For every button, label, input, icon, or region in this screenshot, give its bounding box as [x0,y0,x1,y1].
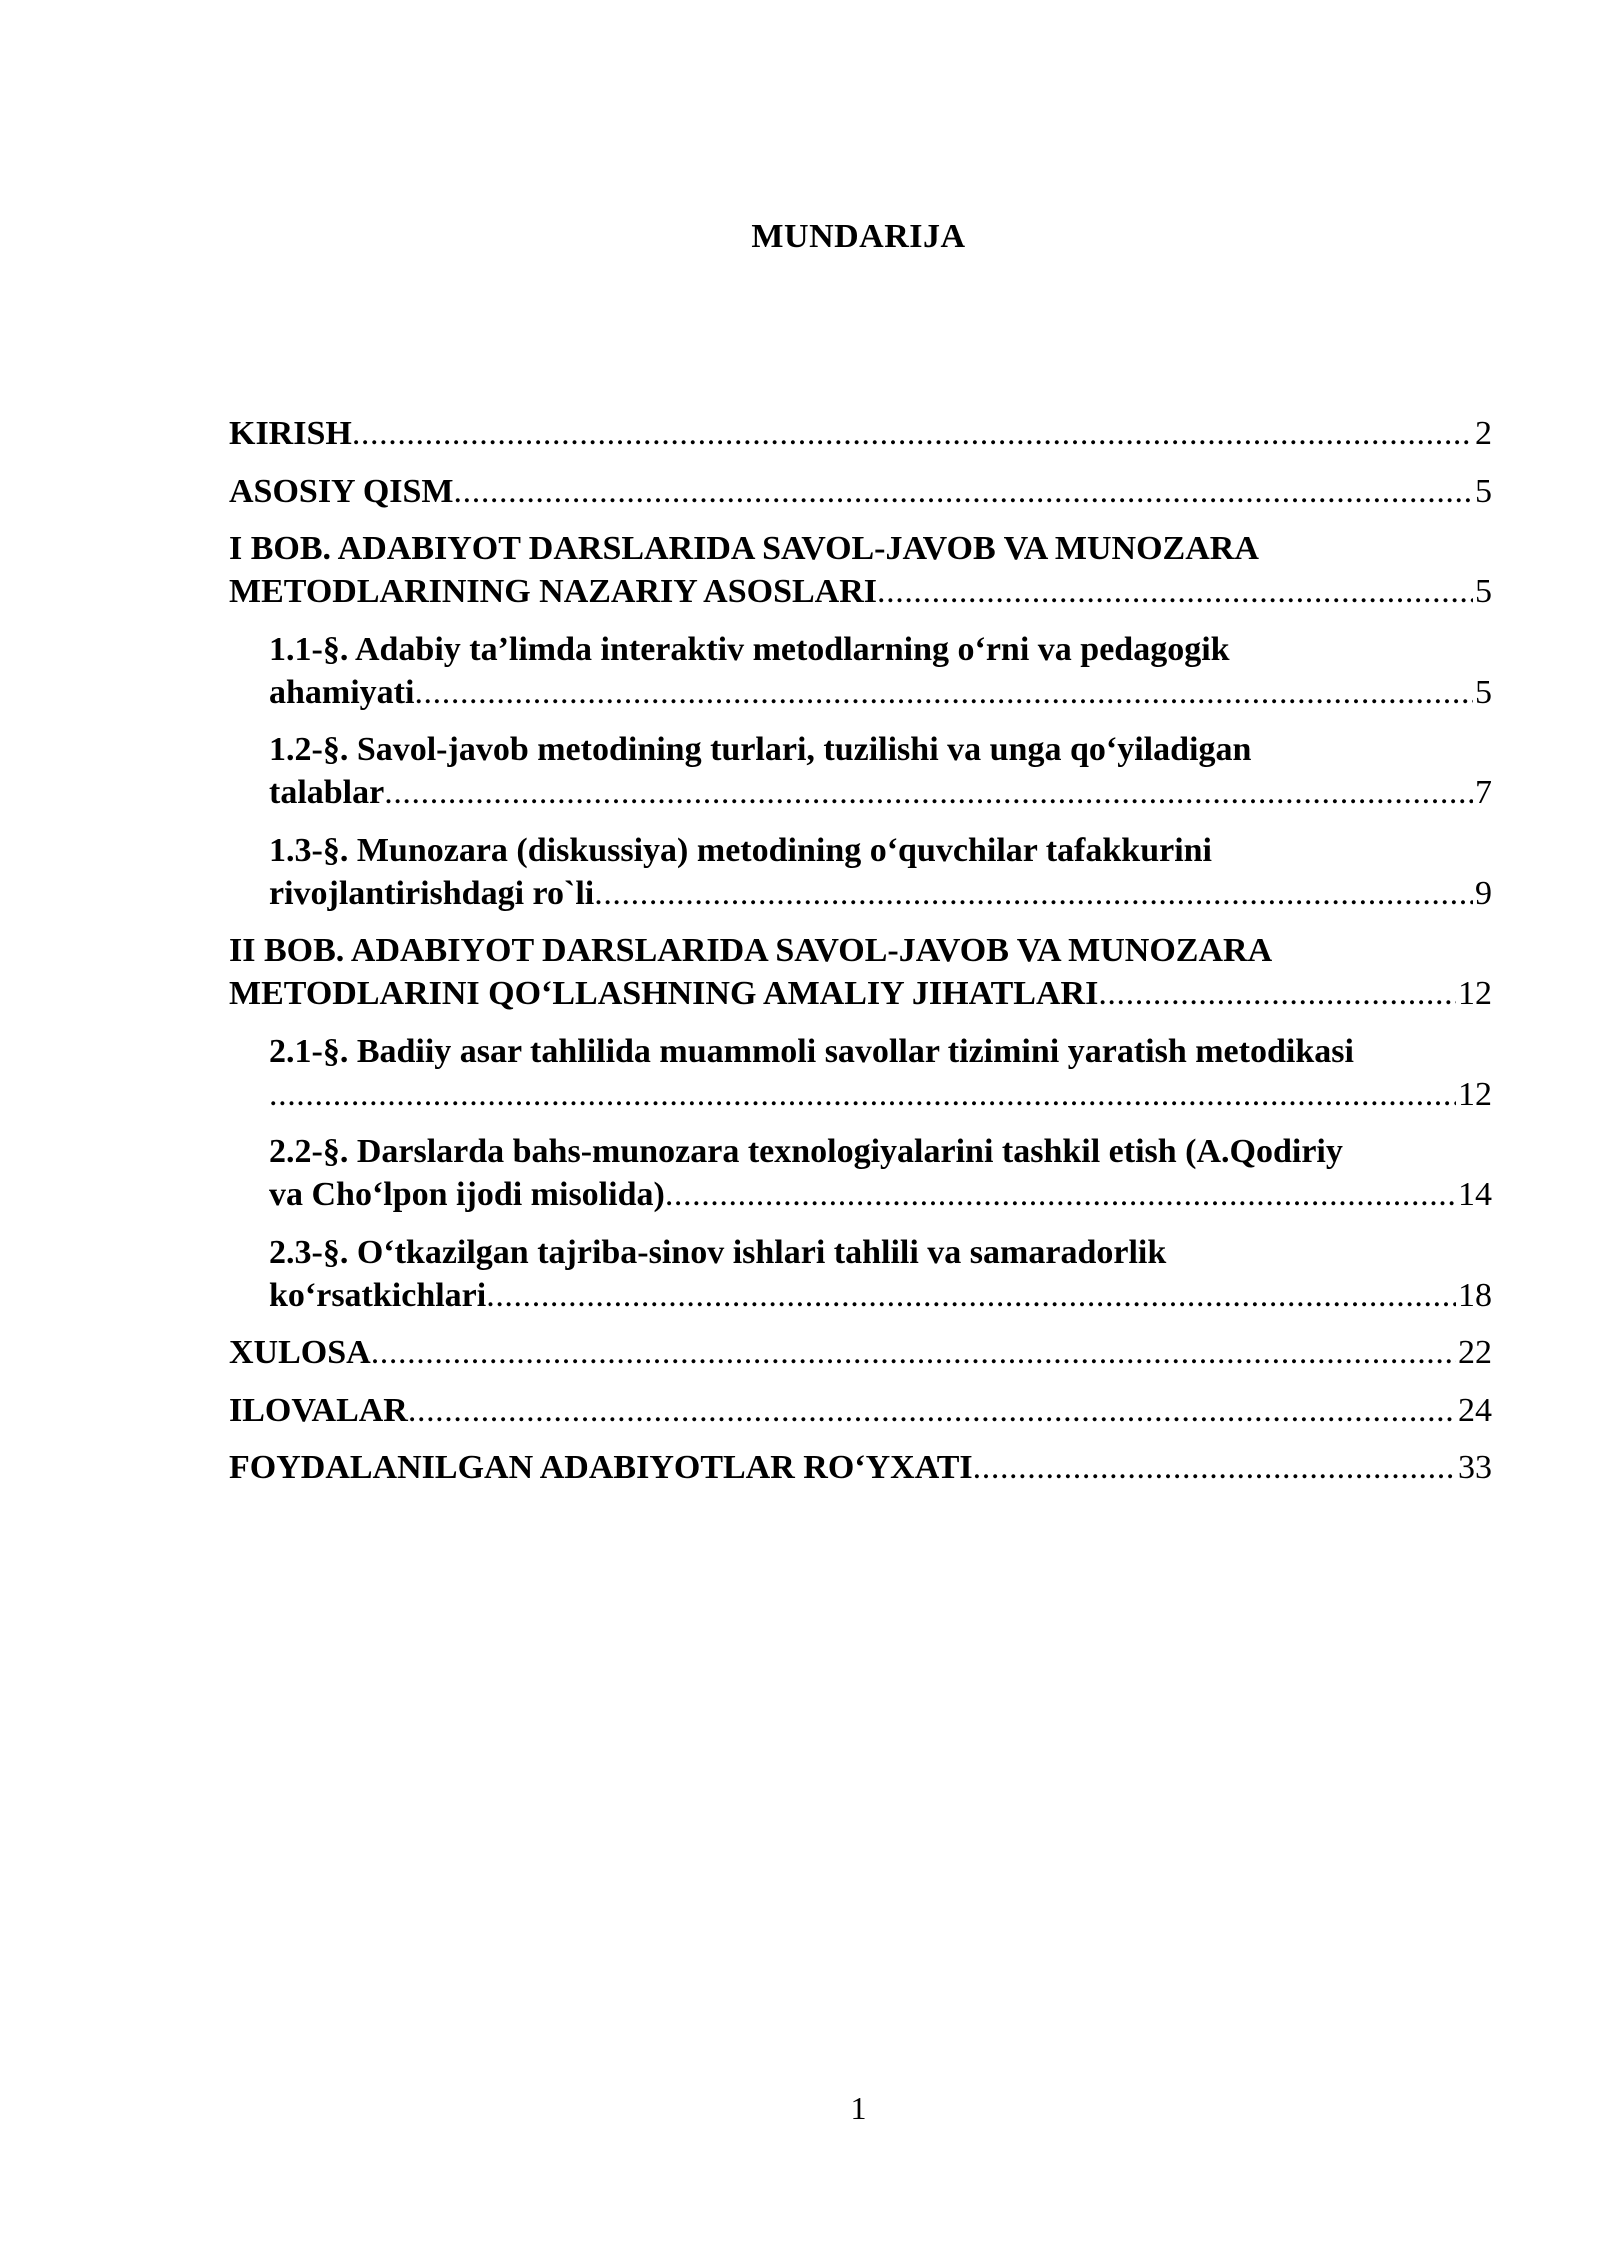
toc-entry-label: ILOVALAR [229,1391,408,1429]
toc-entry-line [229,1446,1492,1489]
toc-entry-page: 12 [1458,1075,1492,1113]
toc-entry-section-1-1[interactable] [229,628,1492,714]
toc-entry-line [229,470,1492,513]
toc-entry-label: XULOSA [229,1334,371,1371]
table-of-contents [229,412,1492,1504]
toc-entry-heading: 1.3-§. Munozara (diskussiya) metodining o‘quvchilar tafakkurini [269,831,1213,869]
toc-entry-line [229,412,1492,455]
toc-entry-label: KIRISH [229,415,352,452]
toc-entry-line [269,771,1492,814]
dot-leader [594,872,1473,915]
toc-entry-xulosa[interactable] [229,1331,1492,1374]
dot-leader [269,1073,1456,1116]
toc-entry-heading: II BOB. ADABIYOT DARSLARIDA SAVOL-JAVOB VA MUNOZARA [229,932,1273,969]
toc-entry-page: 5 [1475,673,1492,711]
dot-leader [665,1173,1456,1216]
toc-entry-line [269,1274,1492,1317]
toc-entry-page: 22 [1458,1334,1492,1371]
page-number: 1 [850,2090,867,2126]
toc-entry-line [269,1173,1492,1216]
toc-entry-label: ahamiyati [269,673,415,711]
toc-entry-page: 18 [1458,1276,1492,1314]
toc-entry-kirish[interactable] [229,412,1492,455]
toc-entry-line [229,1331,1492,1374]
toc-entry-asosiy-qism[interactable] [229,470,1492,513]
toc-entry-heading: I BOB. ADABIYOT DARSLARIDA SAVOL-JAVOB VA MUNOZARA [229,530,1259,567]
toc-entry-chapter-2[interactable] [229,929,1492,1015]
toc-entry-label: METODLARINING NAZARIY ASOSLARI [229,573,878,610]
toc-entry-section-2-3[interactable] [229,1231,1492,1317]
toc-entry-page: 33 [1458,1449,1492,1486]
toc-entry-label: METODLARINI QO‘LLASHNING AMALIY JIHATLARI [229,975,1099,1012]
toc-entry-heading: 1.2-§. Savol-javob metodining turlari, tuzilishi va unga qo‘yiladigan [269,731,1252,768]
dot-leader [1098,972,1456,1015]
toc-entry-references[interactable] [229,1446,1492,1489]
toc-entry-section-2-1[interactable] [229,1030,1492,1116]
toc-entry-section-2-2[interactable] [229,1130,1492,1216]
toc-entry-ilovalar[interactable] [229,1389,1492,1432]
toc-entry-page: 2 [1475,415,1492,452]
toc-entry-line [229,972,1492,1015]
toc-entry-label: ASOSIY QISM [229,472,454,510]
toc-entry-line [229,570,1492,613]
dot-leader [486,1274,1456,1317]
toc-entry-page: 12 [1458,975,1492,1012]
dot-leader [414,671,1473,714]
toc-entry-heading: 2.1-§. Badiiy asar tahlilida muammoli savollar tizimini yaratish metodikasi [269,1032,1354,1070]
toc-entry-label: ko‘rsatkichlari [269,1276,487,1314]
toc-entry-page: 5 [1475,472,1492,510]
toc-entry-line [269,1073,1492,1116]
toc-entry-label: talablar [269,774,385,811]
toc-entry-section-1-3[interactable] [229,829,1492,915]
toc-entry-label: rivojlantirishdagi ro`li [269,874,595,912]
toc-entry-chapter-1[interactable] [229,527,1492,613]
toc-entry-page: 9 [1475,874,1492,912]
toc-entry-line [229,1389,1492,1432]
toc-entry-page: 5 [1475,573,1492,610]
toc-entry-heading: 1.1-§. Adabiy ta’limda interaktiv metodlarning o‘rni va pedagogik [269,630,1230,668]
dot-leader [352,412,1473,455]
toc-entry-heading: 2.3-§. O‘tkazilgan tajriba-sinov ishlari tahlili va samaradorlik [269,1233,1167,1271]
toc-entry-section-1-2[interactable] [229,728,1492,814]
toc-entry-label: FOYDALANILGAN ADABIYOTLAR RO‘YXATI [229,1449,973,1486]
toc-entry-label: va Cho‘lpon ijodi misolida) [269,1176,665,1213]
dot-leader [877,570,1473,613]
toc-entry-line [269,872,1492,915]
page-title: MUNDARIJA [751,218,966,255]
dot-leader [371,1331,1456,1374]
dot-leader [408,1389,1456,1432]
dot-leader [384,771,1473,814]
toc-entry-line [269,671,1492,714]
toc-entry-page: 14 [1458,1176,1492,1213]
toc-entry-page: 24 [1458,1391,1492,1429]
dot-leader [973,1446,1456,1489]
toc-entry-page: 7 [1475,774,1492,811]
toc-entry-heading: 2.2-§. Darslarda bahs-munozara texnologiyalarini tashkil etish (A.Qodiriy [269,1133,1343,1170]
dot-leader [454,470,1473,513]
